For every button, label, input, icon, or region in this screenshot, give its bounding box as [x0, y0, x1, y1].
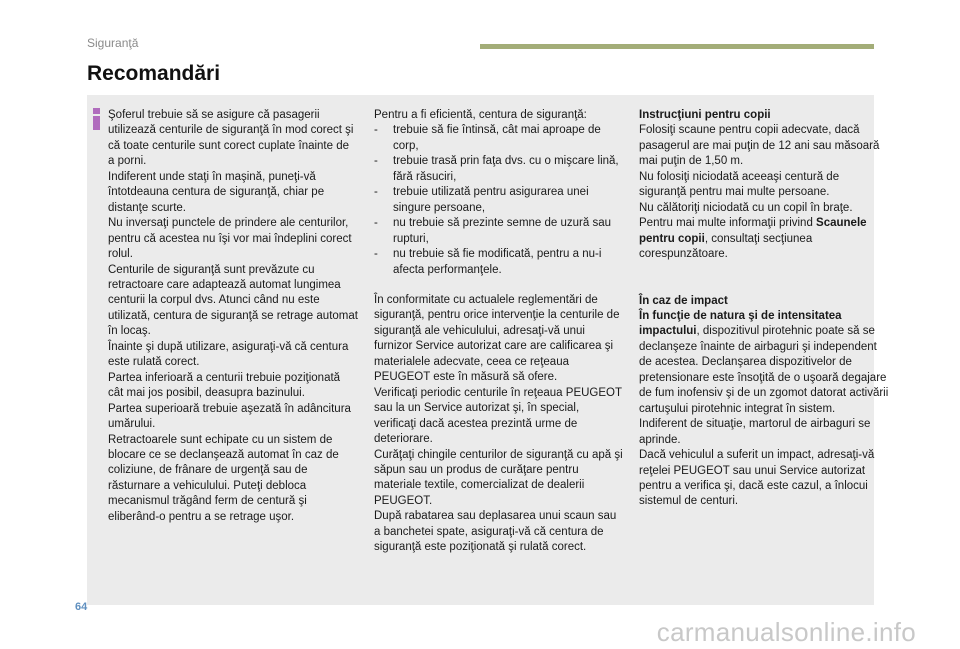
- text-paragraph: Centurile de siguranţă sunt prevăzute cu retractoare care adaptează automat lungimea centurii la corpul dvs. Atunci când nu este utilizată, centura de siguranţă se retrage automat în locaş.: [108, 263, 358, 338]
- watermark: carmanualsonline.info: [656, 617, 916, 647]
- text-paragraph: Verificaţi periodic centurile în reţeaua PEUGEOT sau la un Service autorizat şi, în special, verificaţi dacă acestea prezintă urme de deteriorare.: [374, 386, 622, 446]
- reference-bold: Scaunele pentru copii: [639, 217, 867, 245]
- text-paragraph: Dacă vehiculul a suferit un impact, adresaţi-vă reţelei PEUGEOT sau unui Service autorizat pentru a verifica şi, dacă este cazul, a înlocui sistemul de centuri.: [639, 449, 875, 508]
- header-rule: [480, 44, 874, 49]
- column-recommendations: [108, 108, 358, 525]
- list-item: - nu trebuie să fie modificată, pentru a nu-i afecta performanţele.: [374, 247, 624, 278]
- text-paragraph: Partea superioară trebuie aşezată în adâncitura umărului.: [108, 402, 351, 431]
- section-label: Siguranţă: [87, 36, 139, 50]
- text-paragraph: Şoferul trebuie să se asigure că pasagerii utilizează centurile de siguranţă în mod corect şi că toate centurile sunt corect cuplate înainte de a porni.: [108, 109, 354, 168]
- page-title: Recomandări: [87, 62, 221, 85]
- text-paragraph: În conformitate cu actualele reglementări de siguranţă, pentru orice intervenţie la centurile de siguranţă ale vehiculului, adresaţi-vă unui furnizor Service autorizat care are calificarea şi materialele adecvate, ceea ce reţeaua PEUGEOT este în măsură să ofere.: [374, 293, 620, 384]
- column-belt-efficiency: [374, 108, 624, 556]
- list-item: - trebuie trasă prin faţa dvs. cu o mişcare lină, fără răsuciri,: [374, 154, 624, 185]
- column-children-impact: [639, 108, 889, 510]
- text-paragraph: Curăţaţi chingile centurilor de siguranţă cu apă şi săpun sau un produs de curăţare pentru materiale textile, comercializat de dealerii PEUGEOT.: [374, 448, 623, 507]
- text-paragraph: Nu inversaţi punctele de prindere ale centurilor, pentru că acestea nu îşi vor mai îndeplini corect rolul.: [108, 217, 352, 261]
- text-paragraph: Indiferent de situaţie, martorul de airbaguri se aprinde.: [639, 418, 871, 446]
- impact-paragraph: [639, 309, 889, 417]
- child-instructions-heading: Instrucţiuni pentru copii: [639, 109, 771, 121]
- list-item: - trebuie să fie întinsă, cât mai aproape de corp,: [374, 123, 624, 154]
- list-intro: Pentru a fi eficientă, centura de siguranţă:: [374, 109, 587, 121]
- list-item: - trebuie utilizată pentru asigurarea unei singure persoane,: [374, 185, 624, 216]
- text-paragraph: Folosiţi scaune pentru copii adecvate, dacă pasagerul are mai puţin de 12 ani sau măsoară mai puţin de 1,50 m.: [639, 124, 880, 168]
- text-paragraph: Indiferent unde staţi în maşină, puneţi-vă întotdeauna centura de siguranţă, chiar pe distanţe scurte.: [108, 170, 325, 214]
- text-paragraph: Nu folosiţi niciodată aceeaşi centură de siguranţă pentru mai multe persoane.: [639, 170, 840, 199]
- impact-bold: În funcţie de natura şi de intensitatea impactului: [639, 309, 842, 338]
- reference-prefix: Pentru mai multe informaţii privind: [639, 217, 817, 230]
- child-seats-reference: [639, 216, 889, 262]
- text-paragraph: Nu călătoriţi niciodată cu un copil în braţe.: [639, 201, 853, 214]
- text-paragraph: Partea inferioară a centurii trebuie poziţionată cât mai jos posibil, deasupra bazinului.: [108, 371, 341, 400]
- impact-text: , dispozitivul pirotehnic poate să se declanşeze înainte de airbaguri şi independent de acestea. Declanşarea dispozitivelor de pretensionare este însoţită de o uşoară degajare de fum inofensiv şi de un zgomot datorat activării cartuşului pirotehnic integrat în sistem.: [639, 325, 889, 415]
- reference-suffix: , consultaţi secţiunea corespunzătoare.: [639, 232, 813, 261]
- list-item: - nu trebuie să prezinte semne de uzură sau rupturi,: [374, 216, 624, 247]
- text-paragraph: Retractoarele sunt echipate cu un sistem de blocare ce se declanşează automat în caz de coliziune, de frânare de urgenţă sau de răsturnare a vehiculului. Puteţi debloca mecanismul trăgând ferm de centură şi eliberând-o pentru a se retrage uşor.: [108, 433, 339, 523]
- info-icon: [92, 108, 101, 130]
- requirements-list: [374, 123, 624, 278]
- text-paragraph: După rabatarea sau deplasarea unui scaun sau a banchetei spate, asiguraţi-vă că centura de siguranţă este poziţionată şi rulată corect.: [374, 510, 617, 554]
- text-paragraph: Înainte şi după utilizare, asiguraţi-vă că centura este rulată corect.: [108, 340, 349, 369]
- page-number: 64: [75, 601, 88, 613]
- impact-heading: În caz de impact: [639, 294, 728, 307]
